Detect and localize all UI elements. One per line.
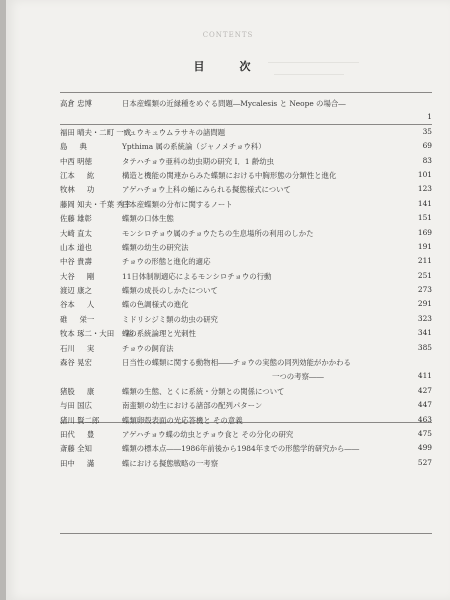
entry-author: 渡辺 康之 bbox=[60, 286, 92, 296]
table-of-contents bbox=[60, 98, 432, 472]
entry-page: 385 bbox=[417, 342, 432, 352]
entry-author: 牧林 功 bbox=[60, 185, 95, 195]
entry-page: 291 bbox=[417, 299, 432, 309]
toc-entry bbox=[60, 343, 432, 357]
entry-author: 碓 栄一 bbox=[60, 314, 95, 324]
entry-title: ミドリシジミ類の幼虫の研究 bbox=[122, 314, 218, 324]
bleed-through-text: ――――――――――――― bbox=[268, 58, 359, 66]
entry-title: 蝶の色調様式の進化 bbox=[122, 300, 189, 310]
bottom-rule bbox=[60, 533, 432, 534]
entry-page: 35 bbox=[422, 126, 432, 136]
toc-entry bbox=[60, 357, 432, 371]
entry-page: 1 bbox=[427, 112, 432, 122]
toc-entry bbox=[60, 156, 432, 170]
entry-title: 蝶類の成長のしかたについて bbox=[122, 286, 218, 296]
entry-page: 341 bbox=[417, 328, 432, 338]
toc-entry bbox=[60, 458, 432, 472]
entry-page: 211 bbox=[417, 256, 432, 266]
entry-title: 日本産蝶類の近縁種をめぐる問題―Mycalesis と Neope の場合― bbox=[122, 99, 346, 108]
toc-entry bbox=[60, 299, 432, 313]
bleed-through-text: ―――――――――― bbox=[274, 70, 344, 78]
entry-page: 83 bbox=[422, 155, 432, 165]
entry-title: 南蛮類の幼生における諸部の配列パターン bbox=[122, 401, 263, 411]
toc-entry bbox=[60, 112, 432, 126]
entry-title: 蝶における擬態戦略の一考察 bbox=[122, 458, 219, 468]
entry-title: タテハチョウ亜科の幼虫期の研究 I．1 齢幼虫 bbox=[122, 156, 275, 166]
toc-entry bbox=[60, 228, 432, 242]
entry-page: 69 bbox=[422, 141, 432, 151]
entry-page: 411 bbox=[417, 371, 432, 381]
toc-entry bbox=[60, 170, 432, 184]
entry-title: 構造と機能の関連からみた蝶類における中胸形態の分類性と進化 bbox=[122, 170, 337, 180]
entry-author: 山本 道也 bbox=[60, 242, 92, 252]
entry-title: 蝶類の生態、とくに系統・分類との関係について bbox=[122, 386, 285, 396]
entry-page: 447 bbox=[417, 400, 432, 410]
entry-page: 463 bbox=[417, 414, 432, 424]
entry-author: 大崎 直太 bbox=[60, 228, 92, 238]
entry-title: 蝶類の幼生の研究法 bbox=[122, 242, 189, 252]
entry-author: 高倉 忠博 bbox=[60, 99, 92, 108]
entry-author: 中谷 貴壽 bbox=[60, 257, 92, 267]
entry-author: 江本 紘 bbox=[60, 170, 95, 180]
entry-author: 中西 明徳 bbox=[60, 156, 92, 166]
entry-author: 藤岡 知夫・千葉 秀幸 bbox=[60, 199, 132, 209]
entry-author: 与田 国広 bbox=[60, 401, 92, 411]
entry-title: モンシロチョウ属のチョウたちの生息場所の利用のしかた bbox=[122, 228, 314, 238]
entry-title: 一つの考察―― bbox=[272, 372, 324, 382]
toc-entry bbox=[60, 285, 432, 299]
entry-title: 日当性の蝶類に関する動物相――チョウの実態の同列効能がかかわる bbox=[122, 358, 351, 368]
entry-page: 169 bbox=[417, 227, 432, 237]
entry-title: Ypthima 属の系統論（ジャノメチョウ科） bbox=[122, 142, 266, 152]
entry-page: 475 bbox=[417, 428, 432, 438]
toc-entry bbox=[60, 271, 432, 285]
entry-author: 牧本 琢二・大田 裕 bbox=[60, 329, 134, 339]
entry-title: 蝶類の口体生態 bbox=[122, 214, 174, 224]
toc-entry bbox=[60, 429, 432, 443]
entry-title: 蝶類の標本点――1986年前後から1984年までの形態学的研究から―― bbox=[122, 444, 360, 454]
entry-title: アゲハチョウ蝶の幼虫とチョウ食と その分化の研究 bbox=[122, 429, 294, 439]
entry-title: 蝶の系統論理と光刺性 bbox=[122, 329, 196, 339]
entry-title: チョウの形態と進化的適応 bbox=[122, 257, 211, 267]
toc-entry bbox=[60, 242, 432, 256]
entry-page: 123 bbox=[417, 184, 432, 194]
entry-author: 田中 滿 bbox=[60, 458, 95, 468]
entry-page: 151 bbox=[417, 213, 432, 223]
entry-title: チョウの飼育法 bbox=[122, 343, 174, 353]
entry-page: 251 bbox=[417, 270, 432, 280]
entry-author: 福田 晴夫・二町 一成 bbox=[60, 127, 132, 137]
toc-entry bbox=[60, 415, 432, 429]
entry-author: 田代 豊 bbox=[60, 429, 95, 439]
toc-entry bbox=[60, 314, 432, 328]
toc-entry bbox=[60, 141, 432, 155]
entry-author: 猪川 賢二郎 bbox=[60, 415, 100, 425]
toc-entry bbox=[60, 443, 432, 457]
entry-page: 191 bbox=[417, 241, 432, 251]
book-page bbox=[6, 0, 450, 600]
toc-entry bbox=[60, 256, 432, 270]
toc-entry bbox=[60, 199, 432, 213]
entry-author: 島 典 bbox=[60, 142, 87, 152]
entry-page: 273 bbox=[417, 285, 432, 295]
entry-author: 谷本 人 bbox=[60, 300, 95, 310]
toc-entry bbox=[60, 213, 432, 227]
entry-page: 427 bbox=[417, 385, 432, 395]
entry-page: 323 bbox=[417, 313, 432, 323]
entry-page: 101 bbox=[417, 169, 432, 179]
toc-entry bbox=[60, 328, 432, 342]
toc-entry bbox=[60, 127, 432, 141]
entry-author: 斎藤 全知 bbox=[60, 444, 92, 454]
toc-entry bbox=[60, 400, 432, 414]
entry-author: 猪股 康 bbox=[60, 386, 95, 396]
page-header: CONTENTS bbox=[202, 31, 254, 39]
entry-author: 佐藤 雄彰 bbox=[60, 214, 92, 224]
entry-page: 141 bbox=[417, 198, 432, 208]
toc-entry bbox=[60, 184, 432, 198]
toc-entry bbox=[60, 98, 432, 112]
toc-entry bbox=[60, 386, 432, 400]
top-rule bbox=[60, 92, 432, 93]
toc-entry bbox=[60, 371, 432, 385]
entry-title: リュウキュウムラサキの諸問題 bbox=[122, 127, 226, 137]
entry-page: 527 bbox=[417, 457, 432, 467]
entry-author: 森谷 晃宏 bbox=[60, 358, 92, 368]
entry-title: アゲハチョウ上科の蛹にみられる擬態様式について bbox=[122, 185, 291, 195]
entry-author: 大谷 剛 bbox=[60, 271, 95, 281]
entry-page: 499 bbox=[417, 443, 432, 453]
entry-title: 日本産蝶類の分布に関するノート bbox=[122, 199, 233, 209]
entry-author: 石川 実 bbox=[60, 343, 95, 353]
entry-title: 蝶類卵殻表面の光応答機と その意義 bbox=[122, 415, 243, 425]
page-title: 目 次 bbox=[193, 60, 263, 73]
entry-title: 11日体制制適応によるモンシロチョウの行動 bbox=[122, 271, 272, 281]
